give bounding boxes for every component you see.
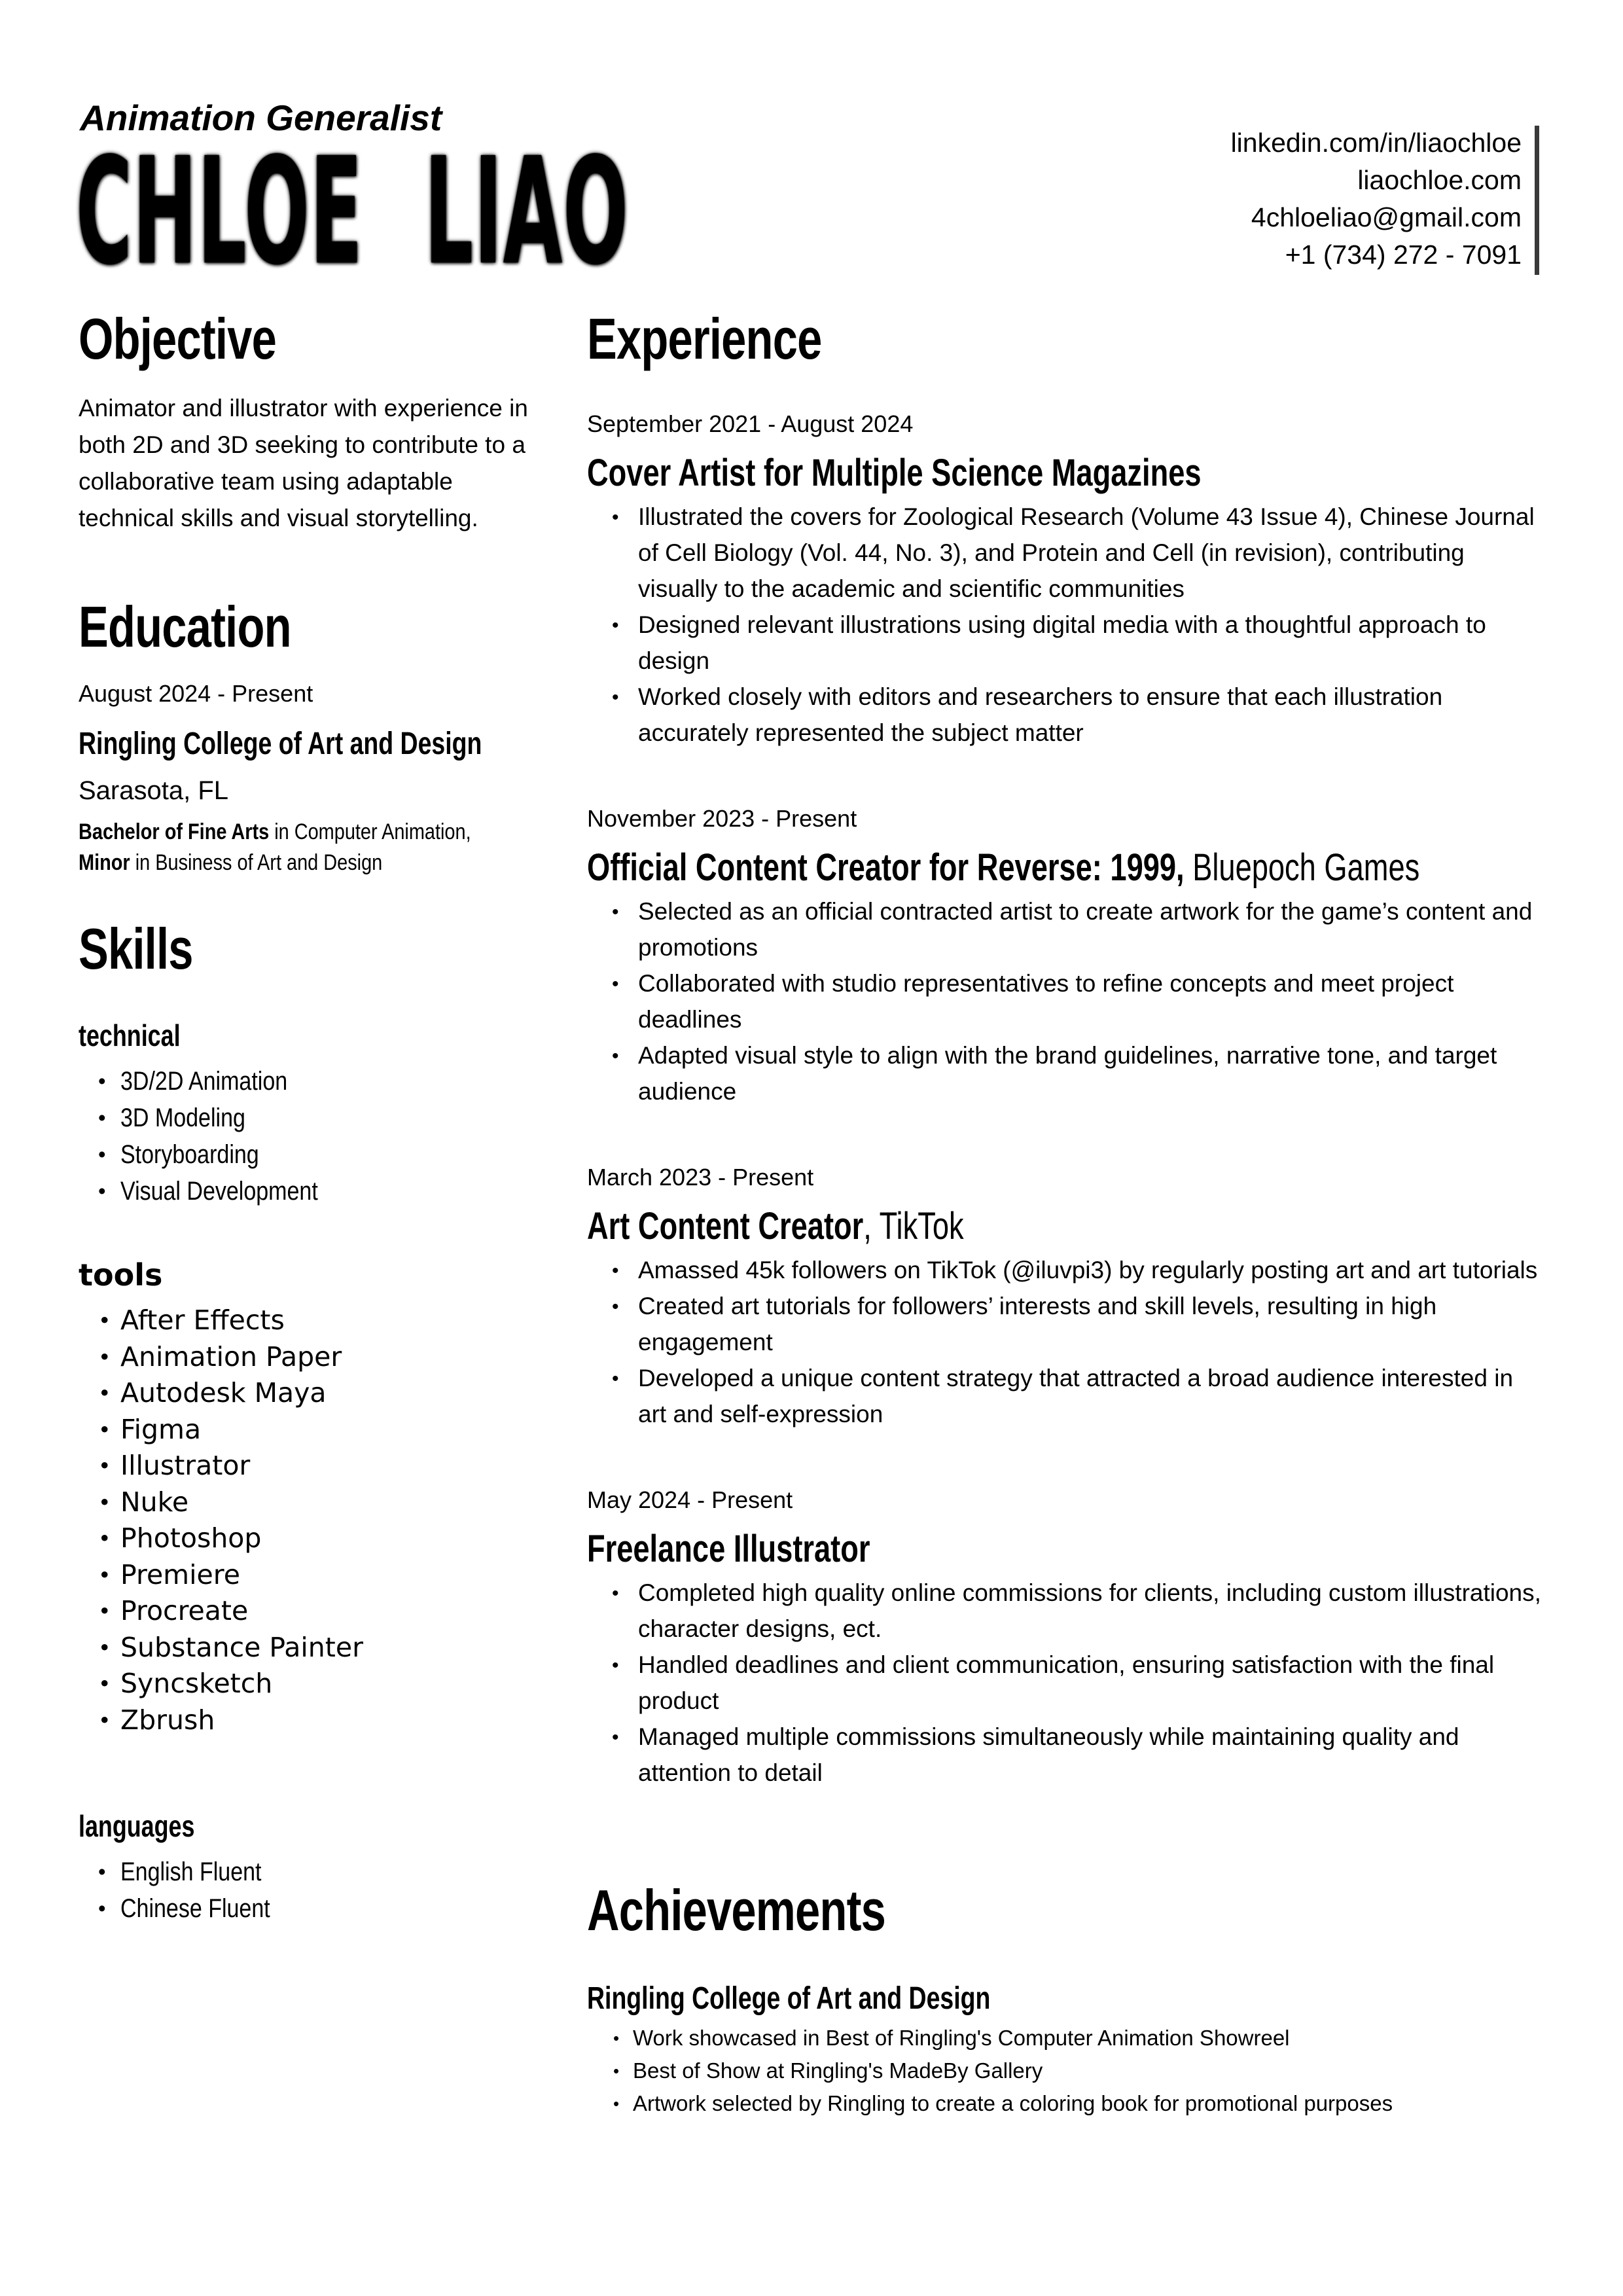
contact-email: 4chloeliao@gmail.com (1251, 202, 1522, 232)
entry-bullets (587, 893, 1544, 1109)
entry-bullets (587, 1575, 1544, 1791)
bullet-item: • Selected as an official contracted artist to create artwork for the game’s content and promotions (587, 893, 1544, 965)
tool-item: • Illustrator (79, 1448, 537, 1484)
tool-item: • Autodesk Maya (79, 1375, 537, 1412)
entry-date: March 2023 - Present (587, 1164, 814, 1191)
education-section-title: Education (79, 594, 291, 659)
language-item: • English Fluent (79, 1854, 537, 1890)
entry-title: Cover Artist for Multiple Science Magazines (587, 452, 1202, 494)
tool-item: • Figma (79, 1412, 537, 1448)
achievements-list (587, 2022, 1544, 2120)
bullet-item: • Handled deadlines and client communication, ensuring satisfaction with the final product (587, 1647, 1544, 1719)
skill-item: • 3D Modeling (79, 1100, 537, 1136)
education-school: Ringling College of Art and Design (79, 726, 482, 761)
experience-section-title: Experience (587, 306, 822, 371)
skill-item: • Visual Development (79, 1173, 537, 1210)
contact-linkedin: linkedin.com/in/liaochloe (1230, 128, 1522, 158)
achievement-item: • Work showcased in Best of Ringling's Computer Animation Showreel (587, 2022, 1544, 2054)
tool-item: • Zbrush (79, 1702, 537, 1739)
skill-group-label-technical: technical (79, 1018, 181, 1052)
education-location: Sarasota, FL (79, 776, 229, 805)
right-column (587, 308, 1544, 2120)
entry-date: May 2024 - Present (587, 1486, 793, 1513)
bullet-item: • Completed high quality online commissions for clients, including custom illustrations, character designs, ect. (587, 1575, 1544, 1647)
left-column (79, 308, 537, 1927)
bullet-item: • Amassed 45k followers on TikTok (@iluvpi3) by regularly posting art and art tutorials (587, 1252, 1544, 1288)
contact-website: liaochloe.com (1357, 165, 1522, 195)
degree-line: Bachelor of Fine Arts in Computer Animation, (79, 819, 471, 844)
candidate-name: CHLOE LIAO (76, 126, 629, 298)
education-degree (79, 817, 537, 878)
tool-item: • Substance Painter (79, 1630, 537, 1666)
skill-group-label-languages: languages (79, 1809, 195, 1843)
bullet-item: • Illustrated the covers for Zoological Research (Volume 43 Issue 4), Chinese Journal of Cell Biology (Vol. 44, No. 3), and Protein and Cell (in revision), contributing visually to the academic and scientific communities (587, 499, 1544, 607)
language-item: • Chinese Fluent (79, 1890, 537, 1927)
job-role-subtitle: Animation Generalist (80, 98, 442, 138)
skills-section-title: Skills (79, 916, 193, 981)
bullet-item: • Collaborated with studio representatives to refine concepts and meet project deadlines (587, 965, 1544, 1037)
bullet-item: • Designed relevant illustrations using digital media with a thoughtful approach to design (587, 607, 1544, 679)
objective-text: Animator and illustrator with experience in both 2D and 3D seeking to contribute to a collaborative team using adaptable technical skills and visual storytelling. (79, 395, 528, 531)
tool-item: • Animation Paper (79, 1339, 537, 1376)
skill-group-label-tools: tools (79, 1257, 163, 1293)
tools-list (79, 1302, 537, 1738)
entry-date: September 2021 - August 2024 (587, 410, 914, 437)
entry-title: Art Content Creator, TikTok (587, 1205, 964, 1247)
entry-bullets (587, 499, 1544, 751)
achievements-subtitle: Ringling College of Art and Design (587, 1981, 991, 2016)
achievement-item: • Best of Show at Ringling's MadeBy Gallery (587, 2054, 1544, 2087)
experience-entry (587, 408, 1544, 751)
contact-block (1231, 124, 1522, 274)
languages-list (79, 1854, 537, 1927)
objective-section-title: Objective (79, 306, 276, 371)
bullet-item: • Created art tutorials for followers’ interests and skill levels, resulting in high engagement (587, 1288, 1544, 1360)
skill-item: • Storyboarding (79, 1136, 537, 1173)
contact-phone: +1 (734) 272 - 7091 (1285, 240, 1522, 270)
tool-item: • After Effects (79, 1302, 537, 1339)
technical-skills-list (79, 1063, 537, 1210)
tool-item: • Syncsketch (79, 1666, 537, 1702)
achievement-item: • Artwork selected by Ringling to create a coloring book for promotional purposes (587, 2087, 1544, 2120)
tool-item: • Photoshop (79, 1520, 537, 1557)
entry-title: Freelance Illustrator (587, 1528, 870, 1570)
bullet-item: • Adapted visual style to align with the brand guidelines, narrative tone, and target audience (587, 1037, 1544, 1109)
contact-divider-bar (1535, 126, 1539, 275)
tool-item: • Procreate (79, 1593, 537, 1630)
skill-item: • 3D/2D Animation (79, 1063, 537, 1100)
tool-item: • Premiere (79, 1557, 537, 1594)
entry-title: Official Content Creator for Reverse: 1999, Bluepoch Games (587, 846, 1420, 889)
bullet-item: • Developed a unique content strategy that attracted a broad audience interested in art and self-expression (587, 1360, 1544, 1432)
degree-line: Minor in Business of Art and Design (79, 850, 383, 875)
bullet-item: • Worked closely with editors and researchers to ensure that each illustration accurately represented the subject matter (587, 679, 1544, 751)
bullet-item: • Managed multiple commissions simultaneously while maintaining quality and attention to detail (587, 1719, 1544, 1791)
experience-entry (587, 803, 1544, 1109)
achievements-section-title: Achievements (587, 1878, 886, 1943)
entry-date: November 2023 - Present (587, 805, 857, 832)
experience-entry (587, 1162, 1544, 1432)
tool-item: • Nuke (79, 1484, 537, 1521)
experience-entry (587, 1484, 1544, 1791)
education-date: August 2024 - Present (79, 680, 313, 707)
entry-bullets (587, 1252, 1544, 1432)
